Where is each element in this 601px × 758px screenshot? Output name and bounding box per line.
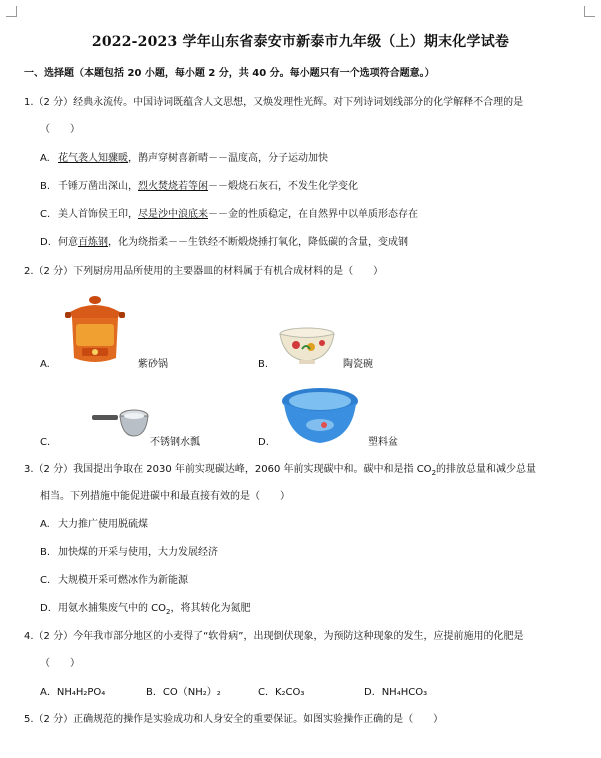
q4-option-d[interactable]: D．NH₄HCO₃ bbox=[364, 687, 428, 698]
subscript: 2 bbox=[431, 469, 437, 477]
question-1-blank: （ ） bbox=[40, 124, 80, 135]
ceramic-bowl-image bbox=[278, 325, 336, 367]
option-text: 千锤万凿出深山， bbox=[58, 181, 138, 192]
plastic-basin-image bbox=[280, 385, 360, 447]
q2-option-c-label: 不锈钢水瓢 bbox=[150, 437, 200, 448]
q1-option-c[interactable] bbox=[40, 208, 418, 222]
option-letter: B. bbox=[40, 547, 51, 558]
option-letter: A. bbox=[40, 153, 50, 164]
question-3-stem bbox=[24, 463, 536, 480]
q2-option-a-letter[interactable]: A. bbox=[40, 359, 50, 370]
q1-option-b[interactable] bbox=[40, 180, 358, 194]
option-text: ，化为绕指柔－－生铁经不断煅烧捶打氧化，降低碳的含量，变成钢 bbox=[108, 237, 408, 248]
underlined-text: 烈火焚烧若等闲 bbox=[138, 181, 208, 192]
q1-option-d[interactable] bbox=[40, 236, 408, 250]
option-text: 何意 bbox=[58, 237, 78, 248]
question-1-stem: 1.（2 分）经典永流传。中国诗词既蕴含人文思想，又焕发理性光辉。对下列诗词划线部分的化学解释不合理的是 bbox=[24, 97, 524, 108]
q2-option-d-label: 塑料盆 bbox=[368, 437, 398, 448]
q2-option-a-label: 紫砂锅 bbox=[138, 359, 168, 370]
option-text: 美人首饰侯王印， bbox=[58, 209, 138, 220]
option-letter: D. bbox=[40, 237, 51, 248]
q2-option-c-letter[interactable]: C. bbox=[40, 437, 51, 448]
q4-option-c[interactable]: C．K₂CO₃ bbox=[258, 687, 305, 698]
option-text: －－金的性质稳定，在自然界中以单质形态存在 bbox=[208, 209, 418, 220]
page-corner-mark bbox=[584, 6, 595, 17]
option-letter: A. bbox=[40, 519, 50, 530]
page-title: 2022-2023 学年山东省泰安市新泰市九年级（上）期末化学试卷 bbox=[91, 34, 510, 50]
question-3-stem-continued: 相当。下列措施中能促进碳中和最直接有效的是（ ） bbox=[40, 491, 290, 502]
option-text: 大力推广使用脱硫煤 bbox=[58, 519, 148, 530]
clay-pot-image bbox=[60, 290, 130, 370]
q4-option-b[interactable]: B．CO（NH₂）₂ bbox=[146, 687, 221, 698]
option-text: 加快煤的开采与使用，大力发展经济 bbox=[58, 547, 218, 558]
question-4-stem: 4.（2 分）今年我市部分地区的小麦得了“软骨病”，出现倒伏现象，为预防这种现象的发生，应提前施用的化肥是 bbox=[24, 631, 524, 642]
option-letter: D. bbox=[40, 603, 51, 614]
option-text: 大规模开采可燃冰作为新能源 bbox=[58, 575, 188, 586]
option-letter: C. bbox=[40, 209, 51, 220]
option-text: ，将其转化为氮肥 bbox=[170, 603, 251, 614]
stem-text: 3.（2 分）我国提出争取在 2030 年前实现碳达峰，2060 年前实现碳中和。碳中和是指 CO bbox=[24, 464, 432, 475]
q2-option-b-label: 陶瓷碗 bbox=[343, 359, 373, 370]
q3-option-d[interactable] bbox=[40, 602, 251, 619]
steel-ladle-image bbox=[90, 400, 150, 444]
option-letter: C. bbox=[40, 575, 51, 586]
section-heading: 一、选择题（本题包括 20 小题，每小题 2 分，共 40 分。每小题只有一个选项符合题意。） bbox=[24, 68, 435, 79]
underlined-text: 百炼钢 bbox=[78, 237, 108, 248]
page-corner-mark bbox=[6, 6, 17, 17]
option-text: ，鹊声穿树喜新晴－－温度高，分子运动加快 bbox=[128, 153, 328, 164]
q4-option-a[interactable]: A．NH₄H₂PO₄ bbox=[40, 687, 106, 698]
option-text: －－煅烧石灰石，不发生化学变化 bbox=[208, 181, 358, 192]
question-4-blank: （ ） bbox=[40, 658, 80, 669]
underlined-text: 尽是沙中浪底来 bbox=[138, 209, 208, 220]
subscript: 2 bbox=[166, 608, 171, 616]
q3-option-a[interactable] bbox=[40, 518, 148, 532]
underlined-text: 花气袭人知骤暖 bbox=[58, 153, 128, 164]
option-text: 用氨水捕集废气中的 CO bbox=[58, 603, 167, 614]
question-5-stem: 5.（2 分）正确规范的操作是实验成功和人身安全的重要保证。如图实验操作正确的是（ ） bbox=[24, 714, 444, 725]
q3-option-b[interactable] bbox=[40, 546, 218, 560]
option-letter: B. bbox=[40, 181, 51, 192]
q1-option-a[interactable] bbox=[40, 152, 328, 166]
q3-option-c[interactable] bbox=[40, 574, 188, 588]
question-2-stem: 2.（2 分）下列厨房用品所使用的主要器皿的材料属于有机合成材料的是（ ） bbox=[24, 266, 384, 277]
stem-text: 的排放总量和减少总量 bbox=[436, 464, 537, 475]
q2-option-b-letter[interactable]: B. bbox=[258, 359, 269, 370]
q2-option-d-letter[interactable]: D. bbox=[258, 437, 269, 448]
